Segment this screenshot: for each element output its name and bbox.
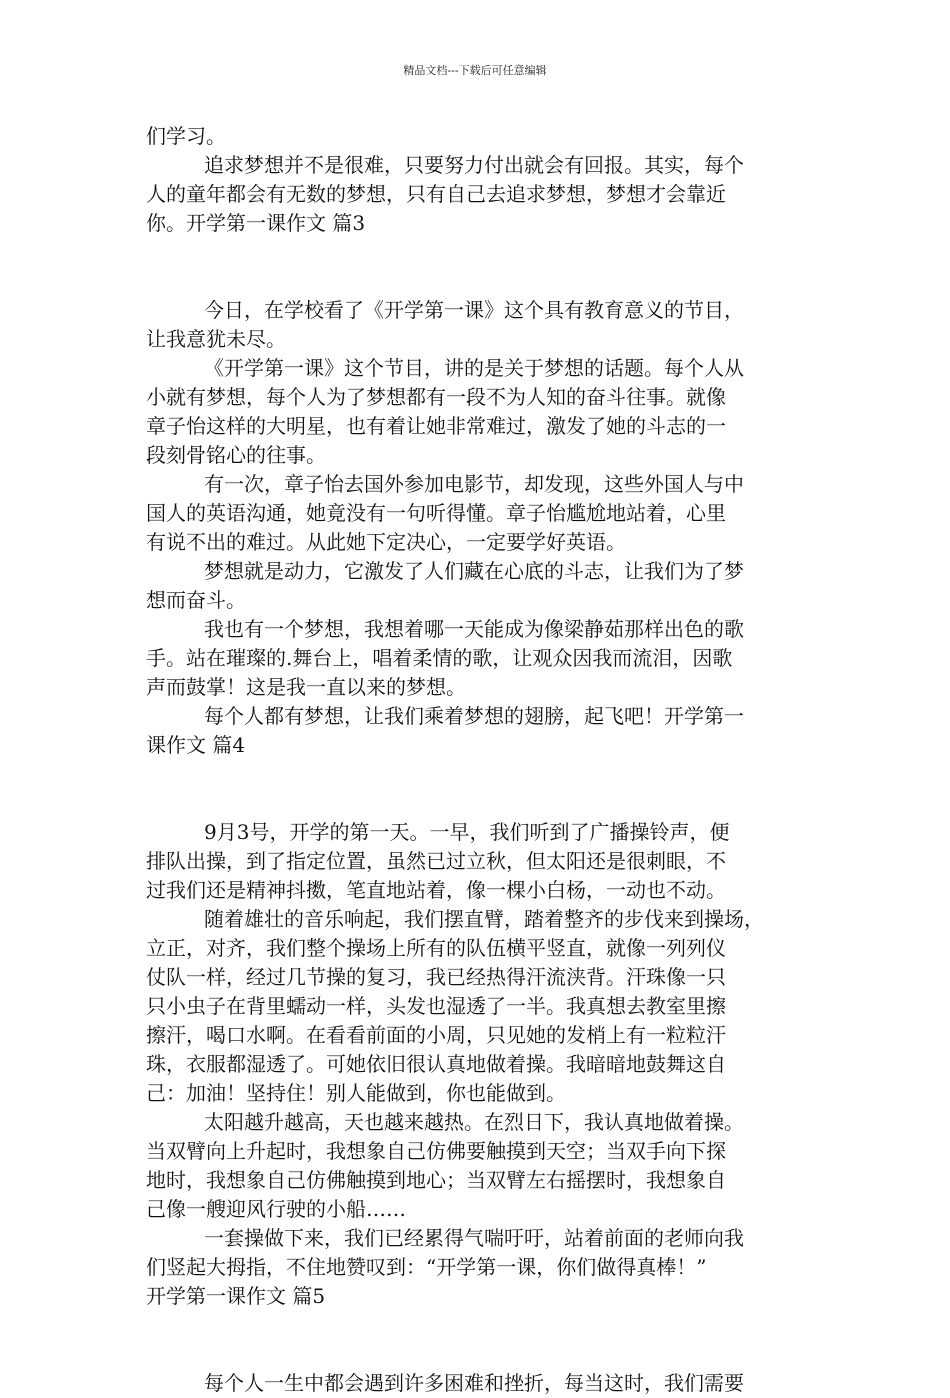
text-line: 己像一艘迎风行驶的小船…… — [146, 1197, 406, 1221]
text-line: 声而鼓掌！这是我一直以来的梦想。 — [146, 675, 466, 699]
text-line: 珠，衣服都湿透了。可她依旧很认真地做着操。我暗暗地鼓舞这自 — [146, 1052, 726, 1076]
text-line: 只小虫子在背里蠕动一样，头发也湿透了一半。我真想去教室里擦 — [146, 994, 726, 1018]
text-line: 手。站在璀璨的.舞台上，唱着柔情的歌，让观众因我而流泪，因歌 — [146, 646, 733, 670]
text-line: 人的童年都会有无数的梦想，只有自己去追求梦想，梦想才会靠近 — [146, 182, 726, 206]
text-line: 让我意犹未尽。 — [146, 327, 286, 351]
text-line: 今日，在学校看了《开学第一课》这个具有教育意义的节目， — [204, 298, 744, 322]
text-line: 己：加油！坚持住！别人能做到，你也能做到。 — [146, 1081, 566, 1105]
text-line: 章子怡这样的大明星，也有着让她非常难过，激发了她的斗志的一 — [146, 414, 726, 438]
page-header: 精品文档---下载后可任意编辑 — [403, 64, 547, 77]
section-heading-4: 课作文 篇4 — [146, 733, 246, 757]
text-line: 梦想就是动力，它激发了人们藏在心底的斗志，让我们为了梦 — [204, 559, 744, 583]
text-line: 仗队一样，经过几节操的复习，我已经热得汗流浃背。汗珠像一只 — [146, 965, 726, 989]
text-line: 追求梦想并不是很难，只要努力付出就会有回报。其实，每个 — [204, 153, 744, 177]
text-line: 当双臂向上升起时，我想象自己仿佛要触摸到天空；当双手向下探 — [146, 1139, 726, 1163]
text-line: 们学习。 — [146, 124, 226, 148]
paragraph-gap — [146, 1311, 812, 1369]
text-line: 国人的英语沟通，她竟没有一句听得懂。章子怡尴尬地站着，心里 — [146, 501, 726, 525]
text-line: 《开学第一课》这个节目，讲的是关于梦想的话题。每个人从 — [204, 356, 744, 380]
text-line: 段刻骨铭心的往事。 — [146, 443, 326, 467]
paragraph-gap — [146, 238, 812, 296]
text-line: 排队出操，到了指定位置，虽然已过立秋，但太阳还是很刺眼，不 — [146, 849, 726, 873]
text-line: 9月3号，开学的第一天。一早，我们听到了广播操铃声，便 — [204, 820, 730, 844]
text-line: 想而奋斗。 — [146, 588, 246, 612]
paragraph-gap — [146, 760, 812, 818]
text-line: 每个人都有梦想，让我们乘着梦想的翅膀，起飞吧！开学第一 — [204, 704, 744, 728]
text-line: 地时，我想象自己仿佛触摸到地心；当双臂左右摇摆时，我想象自 — [146, 1168, 726, 1192]
text-line: 立正，对齐，我们整个操场上所有的队伍横平竖直，就像一列列仪 — [146, 936, 726, 960]
text-line: 们竖起大拇指，不住地赞叹到：“开学第一课，你们做得真棒！” — [146, 1255, 707, 1279]
text-line: 擦汗，喝口水啊。在看看前面的小周，只见她的发梢上有一粒粒汗 — [146, 1023, 726, 1047]
section-heading-5: 开学第一课作文 篇5 — [146, 1284, 326, 1308]
section-heading-3: 你。开学第一课作文 篇3 — [146, 211, 366, 235]
text-line: 我也有一个梦想，我想着哪一天能成为像梁静茹那样出色的歌 — [204, 617, 744, 641]
text-line: 太阳越升越高，天也越来越热。在烈日下，我认真地做着操。 — [204, 1110, 744, 1134]
text-line: 过我们还是精神抖擞，笔直地站着，像一棵小白杨，一动也不动。 — [146, 878, 726, 902]
document-body — [146, 122, 812, 1398]
text-line: 每个人一生中都会遇到许多困难和挫折，每当这时，我们需要 — [204, 1371, 744, 1395]
text-line: 小就有梦想，每个人为了梦想都有一段不为人知的奋斗往事。就像 — [146, 385, 726, 409]
text-line: 有说不出的难过。从此她下定决心，一定要学好英语。 — [146, 530, 626, 554]
text-line: 有一次，章子怡去国外参加电影节，却发现，这些外国人与中 — [204, 472, 744, 496]
text-line: 随着雄壮的音乐响起，我们摆直臂，踏着整齐的步伐来到操场， — [204, 907, 764, 931]
text-line: 一套操做下来，我们已经累得气喘吁吁，站着前面的老师向我 — [204, 1226, 744, 1250]
